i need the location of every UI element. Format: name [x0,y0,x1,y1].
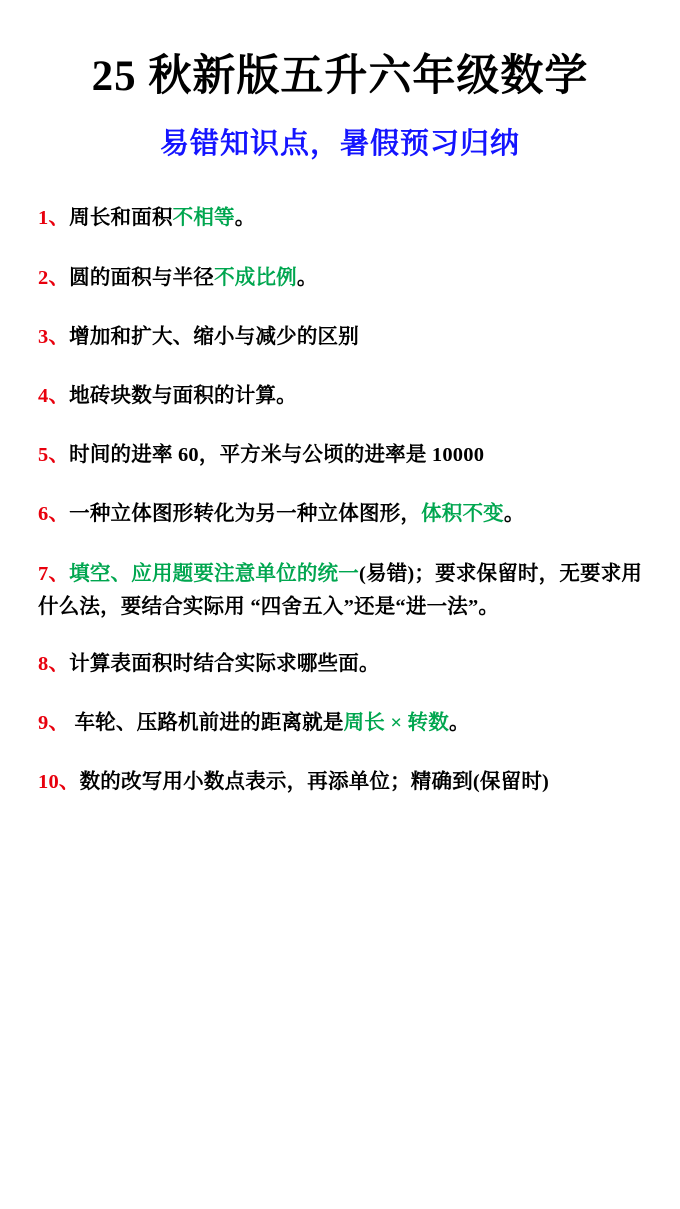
list-item-text: 一种立体图形转化为另一种立体图形， [69,503,422,526]
list-item [38,558,644,624]
list-item [38,321,644,354]
list-item [38,262,644,295]
list-item-number: 9、 [38,712,70,735]
list-item-number: 4、 [38,385,70,408]
list-item [38,498,644,531]
list-item-text: 。 [234,207,256,230]
list-item-number: 5、 [38,444,70,467]
list-item-text: 体积不变 [421,503,504,526]
list-item-number: 7、 [38,562,70,585]
list-item [38,707,644,740]
list-item-number: 2、 [38,266,70,289]
list-item-number: 3、 [38,325,70,348]
list-item-text: 。 [296,266,318,289]
list-item-text: 时间的进率 60，平方米与公顷的进率是 10000 [69,444,485,467]
list-item-text: 地砖块数与面积的计算。 [69,385,297,408]
list-item-text: 周长和面积 [69,207,173,230]
list-item-text: 车轮、压路机前进的距离就是 [69,712,344,735]
list-item-number: 1、 [38,207,70,230]
page-title: 25 秋新版五升六年级数学 [91,53,589,100]
list-item [38,766,644,799]
list-item-number: 6、 [38,503,70,526]
list-item-text: 圆的面积与半径 [69,266,215,289]
list-item [38,439,644,472]
list-item-text: 不相等 [172,207,235,230]
list-item-text: 填空、应用题要注意单位的统一 [69,562,359,585]
list-item-text: 。 [448,712,470,735]
list-item-number: 8、 [38,653,70,676]
list-item-number: 10、 [38,771,80,794]
list-item-text: (易错)；要求保留时，无要求用什么法，要结合实际用 “四舍五入”还是“进一法”。 [38,562,643,618]
list-item [38,648,644,681]
page-subtitle: 易错知识点，暑假预习归纳 [159,128,520,161]
list-item-text: 增加和扩大、缩小与减少的区别 [69,325,359,348]
list-item [38,202,644,235]
list-item-text: 周长 × 转数 [343,712,449,735]
list-item-text: 计算表面积时结合实际求哪些面。 [69,653,380,676]
list-item-text: 不成比例 [214,266,297,289]
list-item [38,380,644,413]
list-item-text: 。 [503,503,525,526]
list-item-text: 数的改写用小数点表示，再添单位；精确到(保留时) [79,771,550,794]
knowledge-point-list [26,202,654,799]
